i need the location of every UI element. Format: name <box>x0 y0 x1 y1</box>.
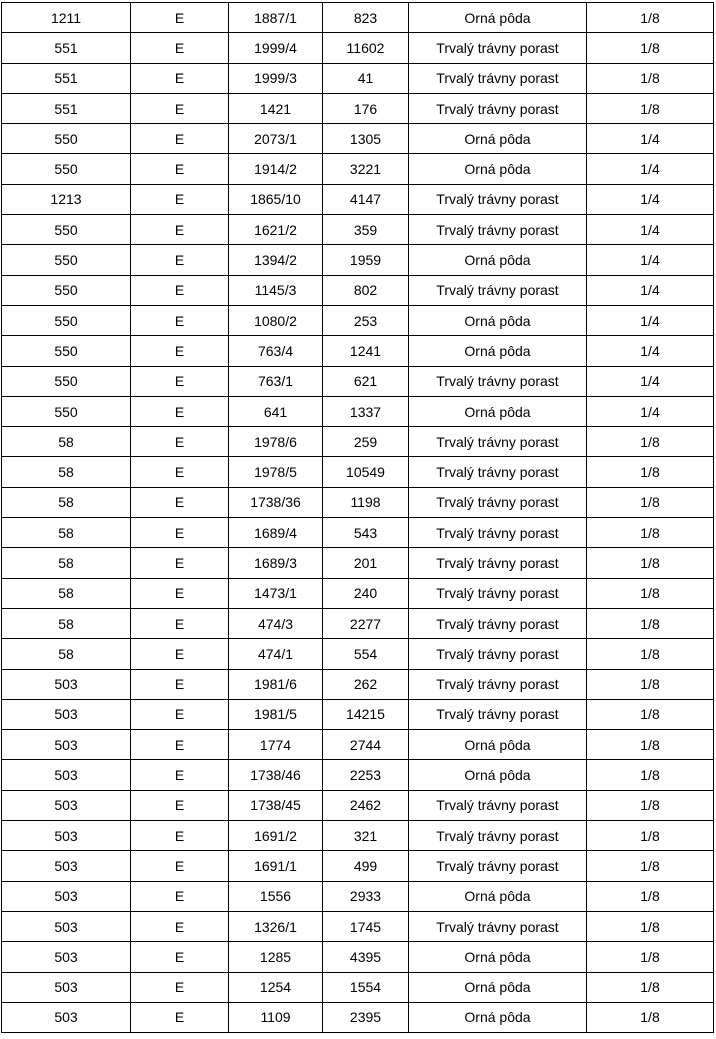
area-cell: 1959 <box>323 245 409 275</box>
parcel-number-cell: 1621/2 <box>229 215 323 245</box>
parcel-number-cell: 1914/2 <box>229 154 323 184</box>
table-row <box>2 548 714 578</box>
parcel-number-cell: 1738/46 <box>229 760 323 790</box>
land-type-cell: Trvalý trávny porast <box>409 821 587 851</box>
share-cell: 1/8 <box>587 608 714 638</box>
land-type-cell: Trvalý trávny porast <box>409 518 587 548</box>
land-type-cell: Orná pôda <box>409 972 587 1002</box>
area-cell: 240 <box>323 578 409 608</box>
register-cell: E <box>131 851 229 881</box>
land-type-cell: Trvalý trávny porast <box>409 215 587 245</box>
table-row <box>2 457 714 487</box>
area-cell: 253 <box>323 305 409 335</box>
table-row <box>2 63 714 93</box>
land-type-cell: Trvalý trávny porast <box>409 790 587 820</box>
share-cell: 1/8 <box>587 699 714 729</box>
share-cell: 1/8 <box>587 851 714 881</box>
area-cell: 321 <box>323 821 409 851</box>
table-row <box>2 93 714 123</box>
share-cell: 1/8 <box>587 942 714 972</box>
table-row <box>2 33 714 63</box>
share-cell: 1/8 <box>587 548 714 578</box>
register-cell: E <box>131 972 229 1002</box>
owner-number-cell: 503 <box>2 881 131 911</box>
owner-number-cell: 58 <box>2 639 131 669</box>
land-type-cell: Trvalý trávny porast <box>409 184 587 214</box>
share-cell: 1/4 <box>587 154 714 184</box>
owner-number-cell: 1213 <box>2 184 131 214</box>
parcel-number-cell: 1738/45 <box>229 790 323 820</box>
owner-number-cell: 503 <box>2 942 131 972</box>
land-type-cell: Trvalý trávny porast <box>409 33 587 63</box>
owner-number-cell: 550 <box>2 396 131 426</box>
parcel-number-cell: 1285 <box>229 942 323 972</box>
parcel-number-cell: 1394/2 <box>229 245 323 275</box>
register-cell: E <box>131 730 229 760</box>
land-type-cell: Orná pôda <box>409 3 587 33</box>
land-type-cell: Orná pôda <box>409 881 587 911</box>
owner-number-cell: 58 <box>2 427 131 457</box>
land-type-cell: Trvalý trávny porast <box>409 699 587 729</box>
land-type-cell: Trvalý trávny porast <box>409 63 587 93</box>
area-cell: 2395 <box>323 1002 409 1032</box>
area-cell: 2253 <box>323 760 409 790</box>
area-cell: 259 <box>323 427 409 457</box>
area-cell: 554 <box>323 639 409 669</box>
register-cell: E <box>131 33 229 63</box>
register-cell: E <box>131 639 229 669</box>
area-cell: 802 <box>323 275 409 305</box>
owner-number-cell: 551 <box>2 33 131 63</box>
share-cell: 1/8 <box>587 760 714 790</box>
parcel-number-cell: 1145/3 <box>229 275 323 305</box>
share-cell: 1/8 <box>587 427 714 457</box>
land-type-cell: Trvalý trávny porast <box>409 911 587 941</box>
table-row <box>2 305 714 335</box>
area-cell: 41 <box>323 63 409 93</box>
register-cell: E <box>131 942 229 972</box>
land-type-cell: Orná pôda <box>409 1002 587 1032</box>
register-cell: E <box>131 184 229 214</box>
share-cell: 1/4 <box>587 124 714 154</box>
table-row <box>2 275 714 305</box>
land-type-cell: Trvalý trávny porast <box>409 851 587 881</box>
table-row <box>2 942 714 972</box>
table-row <box>2 639 714 669</box>
parcel-number-cell: 1887/1 <box>229 3 323 33</box>
table-row <box>2 396 714 426</box>
register-cell: E <box>131 760 229 790</box>
area-cell: 14215 <box>323 699 409 729</box>
share-cell: 1/8 <box>587 639 714 669</box>
owner-number-cell: 1211 <box>2 3 131 33</box>
area-cell: 1241 <box>323 336 409 366</box>
table-row <box>2 245 714 275</box>
table-row <box>2 427 714 457</box>
parcel-number-cell: 763/4 <box>229 336 323 366</box>
table-row <box>2 154 714 184</box>
table-row <box>2 487 714 517</box>
land-type-cell: Trvalý trávny porast <box>409 487 587 517</box>
parcel-number-cell: 1978/5 <box>229 457 323 487</box>
table-row <box>2 760 714 790</box>
area-cell: 3221 <box>323 154 409 184</box>
share-cell: 1/8 <box>587 457 714 487</box>
owner-number-cell: 503 <box>2 790 131 820</box>
parcel-number-cell: 1326/1 <box>229 911 323 941</box>
land-type-cell: Orná pôda <box>409 305 587 335</box>
register-cell: E <box>131 911 229 941</box>
register-cell: E <box>131 608 229 638</box>
area-cell: 543 <box>323 518 409 548</box>
share-cell: 1/8 <box>587 669 714 699</box>
area-cell: 1198 <box>323 487 409 517</box>
parcel-number-cell: 1865/10 <box>229 184 323 214</box>
owner-number-cell: 551 <box>2 93 131 123</box>
register-cell: E <box>131 366 229 396</box>
owner-number-cell: 550 <box>2 366 131 396</box>
area-cell: 201 <box>323 548 409 578</box>
share-cell: 1/8 <box>587 3 714 33</box>
register-cell: E <box>131 305 229 335</box>
owner-number-cell: 550 <box>2 154 131 184</box>
owner-number-cell: 58 <box>2 518 131 548</box>
area-cell: 4395 <box>323 942 409 972</box>
table-row <box>2 821 714 851</box>
register-cell: E <box>131 245 229 275</box>
area-cell: 176 <box>323 93 409 123</box>
land-type-cell: Trvalý trávny porast <box>409 548 587 578</box>
owner-number-cell: 58 <box>2 548 131 578</box>
table-row <box>2 578 714 608</box>
share-cell: 1/8 <box>587 63 714 93</box>
owner-number-cell: 503 <box>2 972 131 1002</box>
parcel-number-cell: 1689/4 <box>229 518 323 548</box>
share-cell: 1/8 <box>587 821 714 851</box>
land-type-cell: Orná pôda <box>409 396 587 426</box>
register-cell: E <box>131 3 229 33</box>
owner-number-cell: 503 <box>2 730 131 760</box>
parcel-table-body <box>2 3 714 1033</box>
area-cell: 359 <box>323 215 409 245</box>
register-cell: E <box>131 790 229 820</box>
land-type-cell: Trvalý trávny porast <box>409 608 587 638</box>
land-type-cell: Trvalý trávny porast <box>409 457 587 487</box>
parcel-number-cell: 1691/2 <box>229 821 323 851</box>
area-cell: 823 <box>323 3 409 33</box>
table-row <box>2 518 714 548</box>
area-cell: 262 <box>323 669 409 699</box>
owner-number-cell: 503 <box>2 699 131 729</box>
area-cell: 4147 <box>323 184 409 214</box>
parcel-number-cell: 1774 <box>229 730 323 760</box>
land-type-cell: Trvalý trávny porast <box>409 639 587 669</box>
table-row <box>2 215 714 245</box>
land-type-cell: Trvalý trávny porast <box>409 366 587 396</box>
table-row <box>2 1002 714 1032</box>
register-cell: E <box>131 578 229 608</box>
register-cell: E <box>131 93 229 123</box>
land-type-cell: Orná pôda <box>409 336 587 366</box>
owner-number-cell: 58 <box>2 487 131 517</box>
owner-number-cell: 551 <box>2 63 131 93</box>
area-cell: 10549 <box>323 457 409 487</box>
parcel-number-cell: 1254 <box>229 972 323 1002</box>
land-type-cell: Orná pôda <box>409 154 587 184</box>
share-cell: 1/4 <box>587 275 714 305</box>
owner-number-cell: 550 <box>2 124 131 154</box>
area-cell: 11602 <box>323 33 409 63</box>
share-cell: 1/4 <box>587 245 714 275</box>
owner-number-cell: 503 <box>2 821 131 851</box>
land-type-cell: Orná pôda <box>409 760 587 790</box>
land-type-cell: Orná pôda <box>409 124 587 154</box>
area-cell: 2933 <box>323 881 409 911</box>
register-cell: E <box>131 427 229 457</box>
share-cell: 1/8 <box>587 33 714 63</box>
share-cell: 1/8 <box>587 93 714 123</box>
register-cell: E <box>131 154 229 184</box>
parcel-number-cell: 1556 <box>229 881 323 911</box>
land-type-cell: Orná pôda <box>409 245 587 275</box>
land-type-cell: Trvalý trávny porast <box>409 427 587 457</box>
land-type-cell: Trvalý trávny porast <box>409 93 587 123</box>
share-cell: 1/4 <box>587 215 714 245</box>
register-cell: E <box>131 518 229 548</box>
table-row <box>2 3 714 33</box>
parcel-number-cell: 1689/3 <box>229 548 323 578</box>
parcel-number-cell: 1981/5 <box>229 699 323 729</box>
owner-number-cell: 503 <box>2 851 131 881</box>
register-cell: E <box>131 699 229 729</box>
table-row <box>2 608 714 638</box>
area-cell: 499 <box>323 851 409 881</box>
parcel-number-cell: 1691/1 <box>229 851 323 881</box>
area-cell: 621 <box>323 366 409 396</box>
share-cell: 1/4 <box>587 396 714 426</box>
parcel-number-cell: 1109 <box>229 1002 323 1032</box>
owner-number-cell: 550 <box>2 275 131 305</box>
area-cell: 1337 <box>323 396 409 426</box>
parcel-number-cell: 1421 <box>229 93 323 123</box>
owner-number-cell: 58 <box>2 608 131 638</box>
area-cell: 1745 <box>323 911 409 941</box>
table-row <box>2 972 714 1002</box>
parcel-number-cell: 1738/36 <box>229 487 323 517</box>
register-cell: E <box>131 124 229 154</box>
register-cell: E <box>131 63 229 93</box>
area-cell: 1305 <box>323 124 409 154</box>
land-type-cell: Trvalý trávny porast <box>409 669 587 699</box>
owner-number-cell: 550 <box>2 245 131 275</box>
parcel-number-cell: 641 <box>229 396 323 426</box>
parcel-number-cell: 1999/4 <box>229 33 323 63</box>
owner-number-cell: 503 <box>2 669 131 699</box>
share-cell: 1/8 <box>587 972 714 1002</box>
parcel-number-cell: 474/1 <box>229 639 323 669</box>
parcel-number-cell: 1981/6 <box>229 669 323 699</box>
land-type-cell: Orná pôda <box>409 942 587 972</box>
owner-number-cell: 503 <box>2 911 131 941</box>
register-cell: E <box>131 215 229 245</box>
owner-number-cell: 503 <box>2 1002 131 1032</box>
register-cell: E <box>131 1002 229 1032</box>
register-cell: E <box>131 881 229 911</box>
share-cell: 1/8 <box>587 578 714 608</box>
share-cell: 1/8 <box>587 911 714 941</box>
register-cell: E <box>131 275 229 305</box>
table-row <box>2 699 714 729</box>
area-cell: 2744 <box>323 730 409 760</box>
share-cell: 1/8 <box>587 1002 714 1032</box>
parcel-number-cell: 763/1 <box>229 366 323 396</box>
parcel-number-cell: 474/3 <box>229 608 323 638</box>
table-row <box>2 184 714 214</box>
share-cell: 1/8 <box>587 487 714 517</box>
register-cell: E <box>131 548 229 578</box>
parcel-table <box>1 2 714 1033</box>
table-row <box>2 336 714 366</box>
share-cell: 1/8 <box>587 730 714 760</box>
parcel-number-cell: 1999/3 <box>229 63 323 93</box>
area-cell: 2462 <box>323 790 409 820</box>
share-cell: 1/4 <box>587 336 714 366</box>
parcel-number-cell: 1080/2 <box>229 305 323 335</box>
register-cell: E <box>131 821 229 851</box>
register-cell: E <box>131 669 229 699</box>
parcel-number-cell: 1978/6 <box>229 427 323 457</box>
parcel-number-cell: 2073/1 <box>229 124 323 154</box>
share-cell: 1/4 <box>587 305 714 335</box>
table-row <box>2 851 714 881</box>
table-row <box>2 124 714 154</box>
table-row <box>2 730 714 760</box>
table-row <box>2 669 714 699</box>
owner-number-cell: 550 <box>2 215 131 245</box>
land-type-cell: Trvalý trávny porast <box>409 578 587 608</box>
register-cell: E <box>131 487 229 517</box>
register-cell: E <box>131 336 229 366</box>
table-row <box>2 790 714 820</box>
owner-number-cell: 58 <box>2 578 131 608</box>
parcel-number-cell: 1473/1 <box>229 578 323 608</box>
share-cell: 1/8 <box>587 518 714 548</box>
table-row <box>2 881 714 911</box>
land-type-cell: Orná pôda <box>409 730 587 760</box>
owner-number-cell: 550 <box>2 336 131 366</box>
owner-number-cell: 503 <box>2 760 131 790</box>
share-cell: 1/4 <box>587 366 714 396</box>
area-cell: 1554 <box>323 972 409 1002</box>
table-row <box>2 366 714 396</box>
register-cell: E <box>131 396 229 426</box>
area-cell: 2277 <box>323 608 409 638</box>
share-cell: 1/4 <box>587 184 714 214</box>
table-row <box>2 911 714 941</box>
owner-number-cell: 550 <box>2 305 131 335</box>
register-cell: E <box>131 457 229 487</box>
land-type-cell: Trvalý trávny porast <box>409 275 587 305</box>
share-cell: 1/8 <box>587 881 714 911</box>
share-cell: 1/8 <box>587 790 714 820</box>
owner-number-cell: 58 <box>2 457 131 487</box>
